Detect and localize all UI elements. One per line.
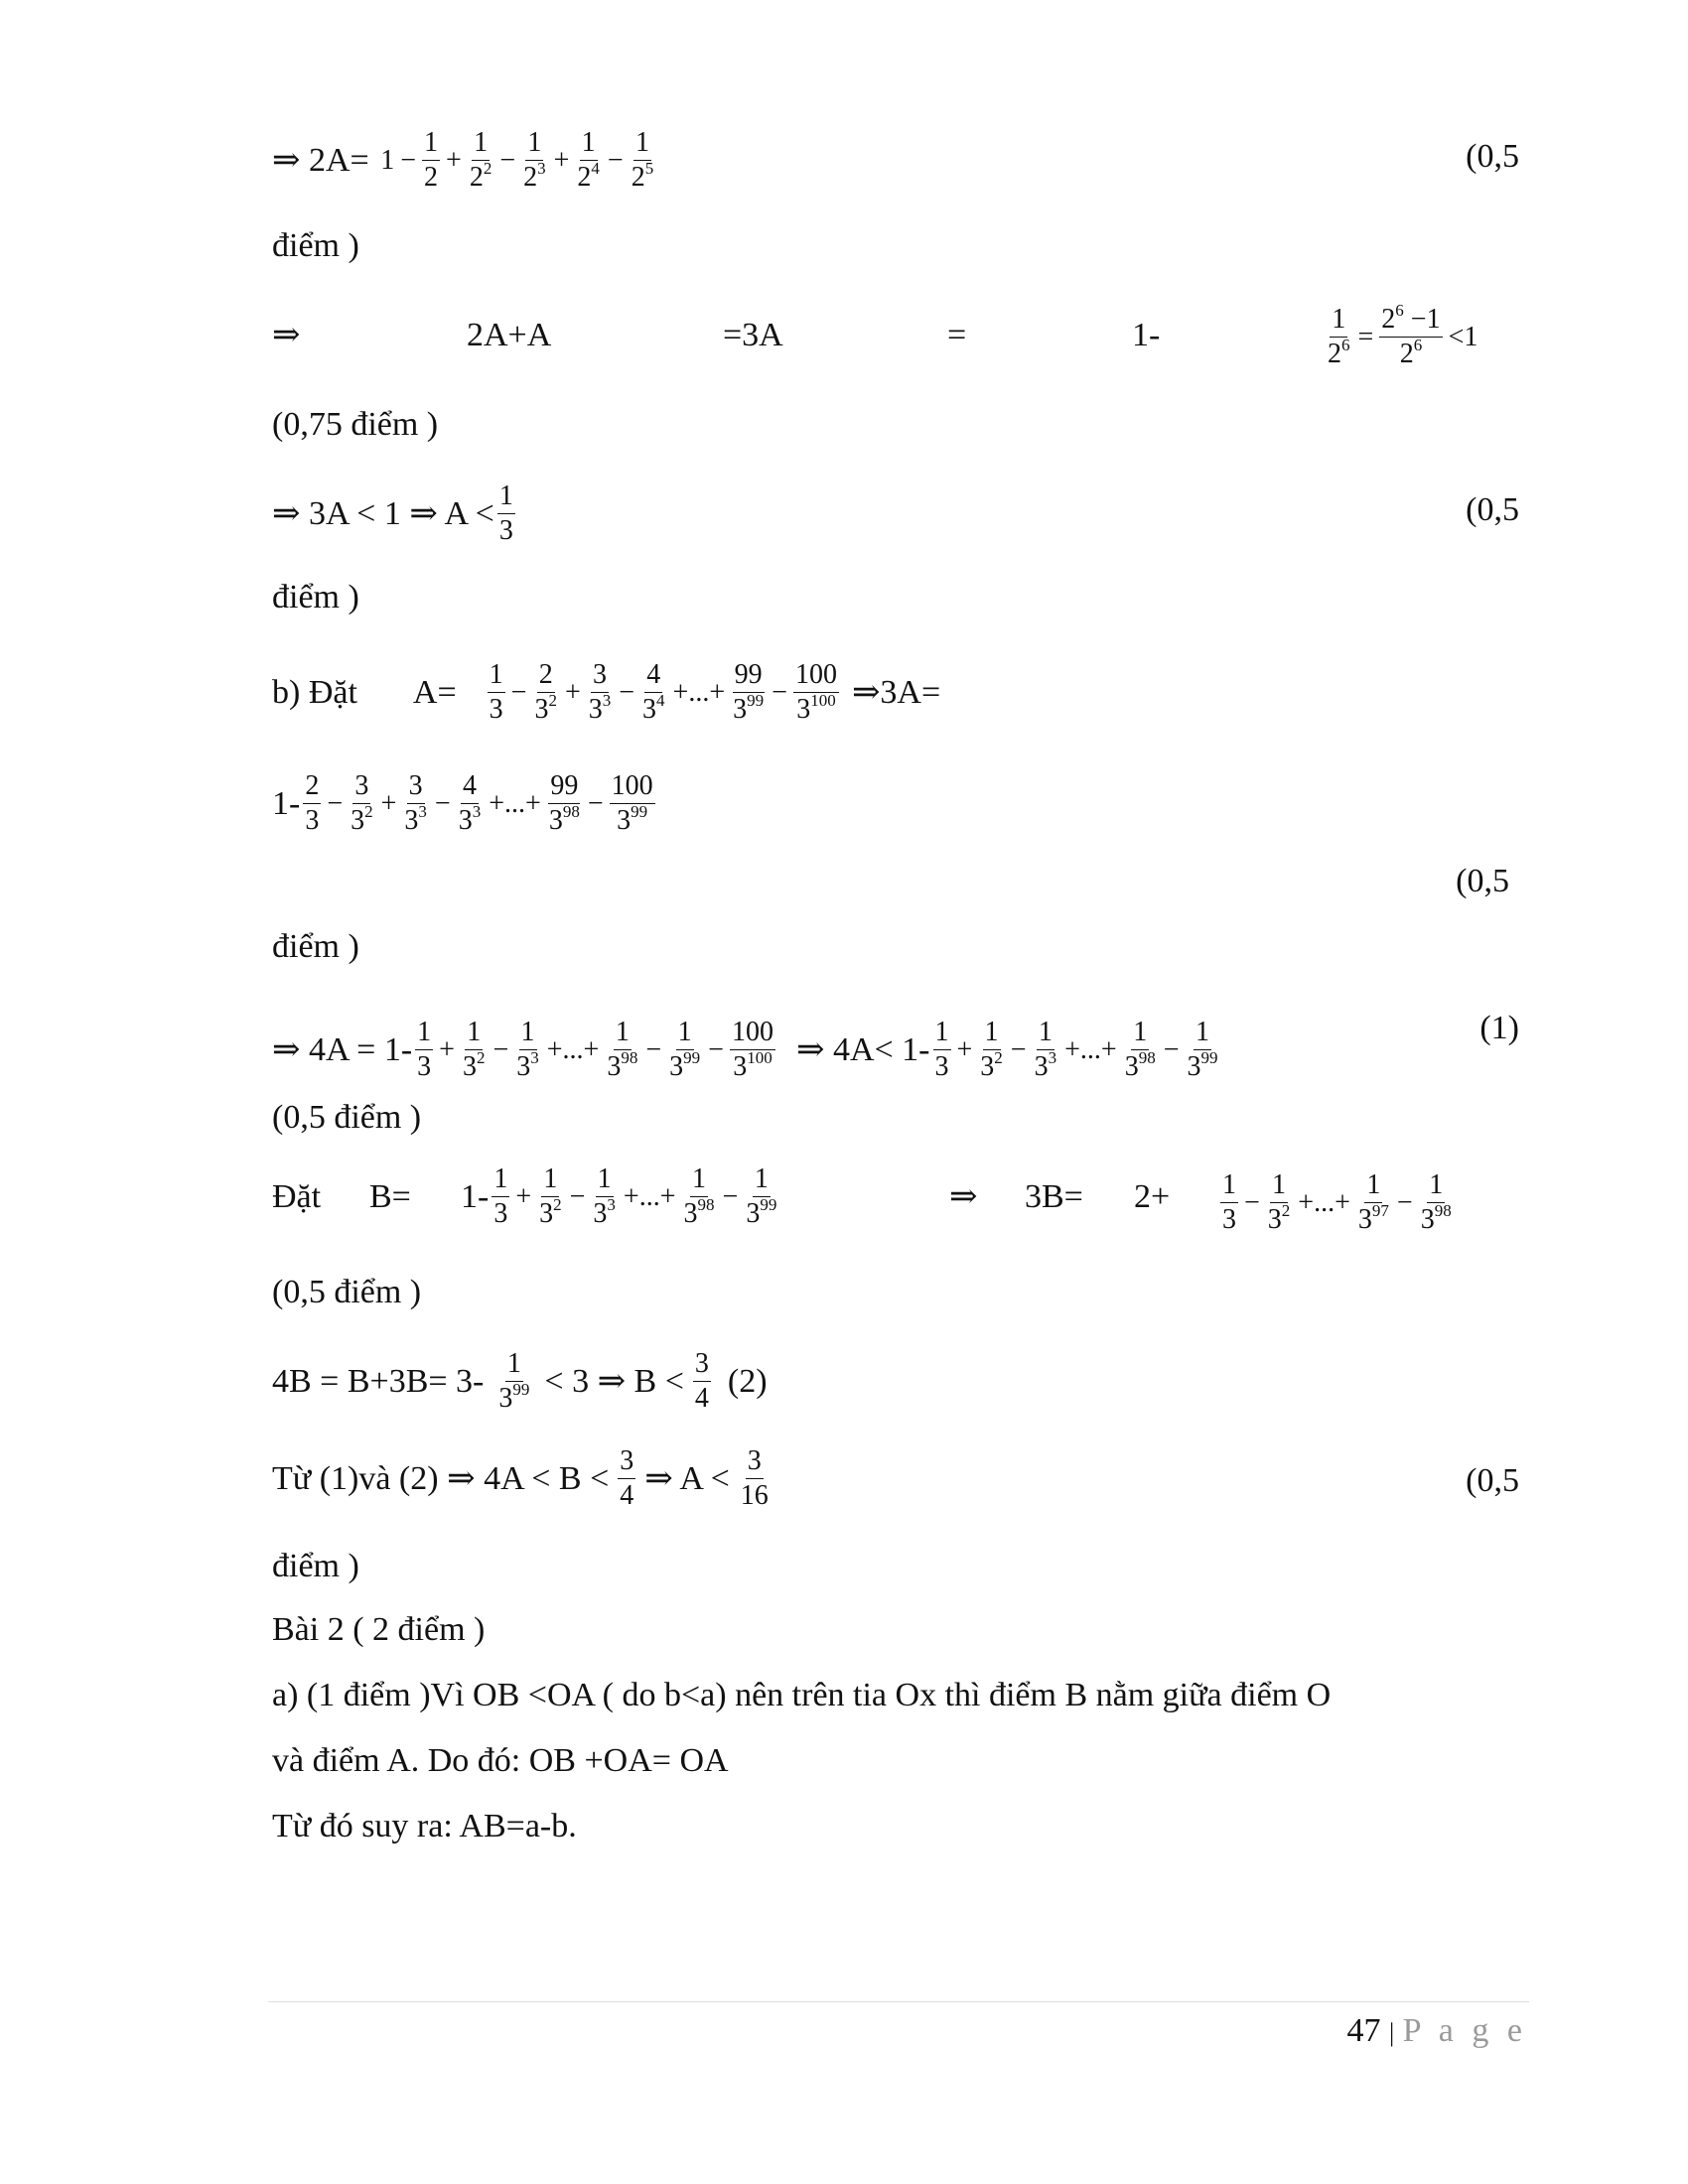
eq-2a: ⇒ 2A= 1 − $\frac{1}{2}$ + $\frac{1}{2^2}$ − $\frac{1}{2^3}$ + $\frac{1}{2^4}$ − $\frac{1}{2^5}$ [272, 127, 654, 193]
score-cont: điểm ) [272, 928, 359, 965]
equation-tag: (1) [1479, 1010, 1519, 1046]
implies: ⇒ [272, 317, 301, 353]
page-number: 47 [1346, 2012, 1381, 2049]
implies: ⇒ [949, 1178, 978, 1215]
eq-fraction-2-6: $\frac{1}{2^6}$ = $\frac{2^6 -1}{2^6}$ <1 [1328, 301, 1478, 369]
eq-4a: ⇒ 4A = 1- 1 3 + $\frac{1}{3^2}$ − $\frac{1}{3^3}$ +...+ $\frac{1}{3^{98}}$ − $\frac{1}{3^{99}}$ − $\frac{100}{3^{100}}$ ⇒ 4A< 1- 1 3 + $\frac{1}{3^2}$ − $\frac{1}{3^3}$ +...+ $\frac{1}{3^{98}}$ − $\frac{1}{3^{99}}$ [272, 1017, 1218, 1082]
eq-3a-expansion: 1- 2 3 − $\frac{3}{3^2}$ + $\frac{3}{3^3}$ − $\frac{4}{3^3}$ +...+ $\frac{99}{3^{98}}$ − $\frac{100}{3^{99}}$ [272, 770, 653, 836]
score-cont: (0,5 điểm ) [272, 1099, 422, 1136]
score-cont: điểm ) [272, 227, 359, 264]
eq-conclusion: Từ (1)và (2) ⇒ 4A < B < 3 4 ⇒ A < 3 16 [272, 1445, 769, 1511]
define-b-word: Đặt [272, 1178, 322, 1215]
eq-define-a: b) Đặt A= 1 3 − $\frac{2}{3^2}$ + $\frac{3}{3^3}$ − $\frac{4}{3^4}$ +...+ $\frac{99}{3^{99}}$ − $\frac{100}{3^{100}}$ ⇒3A= [272, 659, 941, 725]
page-label: P a g e [1402, 2012, 1527, 2049]
b-equals: B= [369, 1178, 411, 1215]
equals: = [947, 317, 967, 353]
paragraph-line: a) (1 điểm )Vì OB <OA ( do b<a) nên trên tia Ox thì điểm B nằm giữa điểm O [272, 1677, 1332, 1713]
expr-3a: =3A [723, 317, 783, 353]
score-mark: (0,5 [1456, 863, 1509, 899]
score-cont: điểm ) [272, 1548, 359, 1584]
score-cont: điểm ) [272, 579, 359, 615]
score-mark: (0,5 [1466, 1462, 1519, 1499]
footer-divider [268, 2001, 1529, 2002]
eq-4b: 4B = B+3B= 3- 1 $3^{99}$ < 3 ⇒ B < 3 4 (2) [272, 1348, 768, 1414]
footer-separator: | [1388, 2018, 1395, 2047]
expr-2a-plus-a: 2A+A [467, 317, 552, 353]
paragraph-line: Từ đó suy ra: AB=a-b. [272, 1808, 577, 1844]
three-b-equals: 3B= [1025, 1178, 1083, 1215]
eq-define-b: 1- 1 3 + $\frac{1}{3^2}$ − $\frac{1}{3^3}$ +...+ $\frac{1}{3^{98}}$ − $\frac{1}{3^{99}}$ [461, 1163, 777, 1229]
score-mark: (0,5 [1466, 138, 1519, 175]
eq-3b: 1 3 − $\frac{1}{3^2}$ +...+ $\frac{1}{3^{97}}$ − $\frac{1}{3^{98}}$ [1222, 1169, 1452, 1235]
score-cont: (0,5 điểm ) [272, 1274, 422, 1310]
one-minus: 1- [1132, 317, 1161, 353]
page-footer [1346, 2009, 1527, 2055]
section-heading: Bài 2 ( 2 điểm ) [272, 1611, 486, 1648]
score-cont: (0,75 điểm ) [272, 406, 439, 443]
eq-3a-lt-1: ⇒ 3A < 1 ⇒ A < 1 3 [272, 480, 513, 546]
paragraph-line: và điểm A. Do đó: OB +OA= OA [272, 1742, 729, 1779]
two-plus: 2+ [1134, 1178, 1171, 1215]
score-mark: (0,5 [1466, 491, 1519, 528]
